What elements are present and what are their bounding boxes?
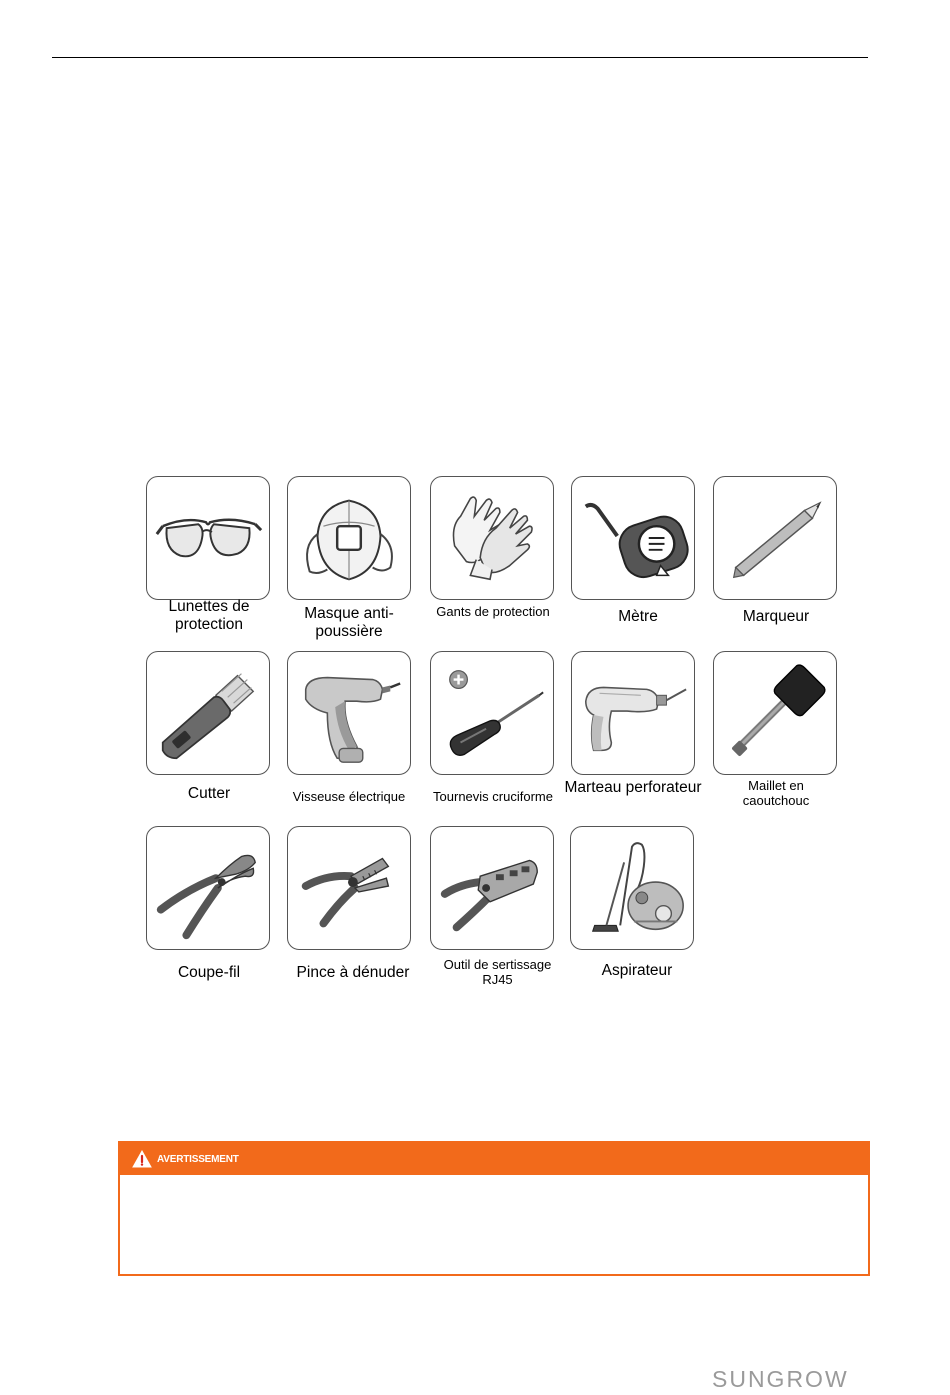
brand-text: SUNGROW xyxy=(712,1368,849,1390)
warning-triangle-icon xyxy=(132,1150,152,1168)
tile-visseuse xyxy=(287,651,411,775)
caption-visseuse: Visseuse électrique xyxy=(292,789,406,804)
wire-stripper-icon xyxy=(288,827,410,949)
tile-lunettes xyxy=(146,476,270,600)
header-rule xyxy=(52,57,868,58)
rj45-crimping-tool-icon xyxy=(431,827,553,949)
wire-cutter-icon xyxy=(147,827,269,949)
utility-knife-icon xyxy=(147,652,269,774)
dust-mask-icon xyxy=(288,477,410,599)
safety-goggles-icon xyxy=(147,477,269,599)
caption-coupe-fil: Coupe-fil xyxy=(177,964,241,981)
caption-lunettes: Lunettes de protection xyxy=(168,598,250,634)
sungrow-logo xyxy=(712,1368,868,1390)
tile-marteau xyxy=(571,651,695,775)
caption-gants: Gants de protection xyxy=(436,604,550,619)
warning-box xyxy=(118,1141,870,1276)
tile-maillet xyxy=(713,651,837,775)
caption-pince: Pince à dénuder xyxy=(296,964,410,981)
tile-pince xyxy=(287,826,411,950)
tile-tournevis xyxy=(430,651,554,775)
vacuum-cleaner-icon xyxy=(571,827,693,949)
caption-aspirateur: Aspirateur xyxy=(601,962,673,979)
tape-measure-icon xyxy=(572,477,694,599)
marker-icon xyxy=(714,477,836,599)
tile-cutter xyxy=(146,651,270,775)
caption-cutter: Cutter xyxy=(187,785,231,802)
tile-marqueur xyxy=(713,476,837,600)
phillips-screwdriver-icon xyxy=(431,652,553,774)
caption-maillet: Maillet en caoutchouc xyxy=(742,778,810,809)
warning-label: AVERTISSEMENT xyxy=(157,1153,239,1165)
gloves-icon xyxy=(431,477,553,599)
tile-gants xyxy=(430,476,554,600)
electric-screwdriver-icon xyxy=(288,652,410,774)
caption-metre: Mètre xyxy=(618,608,658,625)
caption-tournevis: Tournevis cruciforme xyxy=(433,789,553,804)
hammer-drill-icon xyxy=(572,652,694,774)
caption-sertissage: Outil de sertissage RJ45 xyxy=(443,957,552,988)
tile-sertissage xyxy=(430,826,554,950)
caption-marqueur: Marqueur xyxy=(742,608,810,625)
tile-aspirateur xyxy=(570,826,694,950)
warning-header xyxy=(120,1143,868,1175)
tile-coupe-fil xyxy=(146,826,270,950)
rubber-mallet-icon xyxy=(714,652,836,774)
tile-masque xyxy=(287,476,411,600)
caption-masque: Masque anti-poussière xyxy=(304,605,394,641)
sungrow-wordmark xyxy=(712,1368,868,1390)
tile-metre xyxy=(571,476,695,600)
caption-marteau: Marteau perforateur xyxy=(564,779,702,796)
